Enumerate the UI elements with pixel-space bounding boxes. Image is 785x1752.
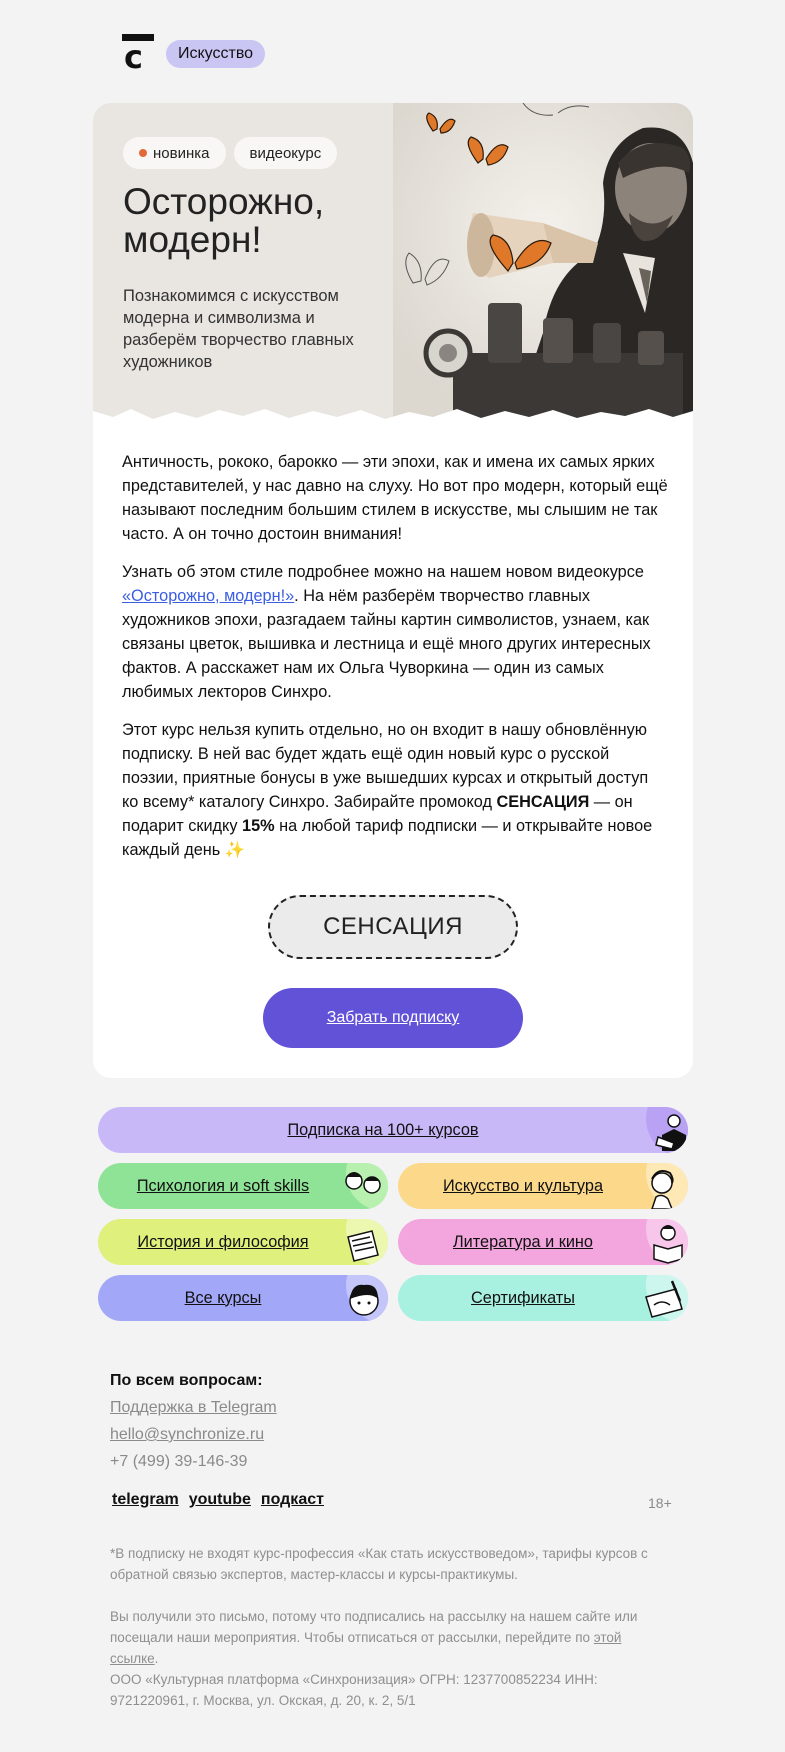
main-card <box>93 103 693 1078</box>
certificate-pen-icon <box>632 1275 688 1321</box>
unsubscribe-notice <box>110 1606 670 1669</box>
unsubscribe-period: . <box>154 1651 159 1666</box>
pill-literature-label: Литература и кино <box>453 1232 593 1251</box>
reading-person-icon <box>632 1107 688 1153</box>
footer-contacts <box>110 1372 680 1471</box>
pill-literature[interactable] <box>398 1219 688 1265</box>
p3-text-a: Этот курс нельзя купить отдельно, но он входит в нашу обновлённую подписку. В ней вас будет ждать ещё один новый курс о русской поэзии, приятные бонусы в уже вышедших курсах и открытый доступ ко всему* каталогу Синхро. Забирайте промокод <box>122 721 649 811</box>
promo-code-box: СЕНСАЦИЯ <box>268 895 518 959</box>
pill-art[interactable] <box>398 1163 688 1209</box>
hero-illustration <box>393 103 693 423</box>
social-podcast-link[interactable]: подкаст <box>260 1491 324 1508</box>
pill-history[interactable] <box>98 1219 388 1265</box>
paragraph-intro: Античность, рококо, барокко — эти эпохи, как и имена их самых ярких представителей, у нас давно на слуху. Но вот про модерн, который ещё называют последним большим стилем в искусстве, мы слышим не так часто. А он точно достоин внимания! <box>122 453 668 543</box>
hero-title <box>123 183 423 259</box>
course-link[interactable]: «Осторожно, модерн!» <box>122 587 295 605</box>
hero-tags <box>123 137 337 169</box>
unsubscribe-link[interactable]: этой ссылке <box>110 1630 622 1666</box>
hero-title-line1: Осторожно, <box>123 181 325 222</box>
category-badge: Искусство <box>166 40 265 68</box>
tag-new <box>123 137 226 169</box>
pill-psychology-label: Психология и soft skills <box>136 1176 310 1195</box>
reader-book-icon <box>632 1219 688 1265</box>
tag-videocourse-label: видеокурс <box>249 144 322 162</box>
pill-subscription[interactable] <box>98 1107 688 1153</box>
girl-face-icon <box>332 1275 388 1321</box>
pill-history-label: История и философия <box>137 1232 309 1251</box>
p3-text-b: — он подарит скидку <box>122 793 633 835</box>
pill-art-label: Искусство и культура <box>442 1176 603 1195</box>
hero-subtitle: Познакомимся с искусством модерна и символизма и разберём творчество главных художников <box>123 287 354 371</box>
torn-paper-edge <box>93 403 693 423</box>
body-text <box>122 450 668 876</box>
legal-info: ООО «Культурная платформа «Синхронизация» ОГРН: 1237700852234 ИНН: 9721220961, г. Москва, ул. Окская, д. 20, к. 2, 5/1 <box>110 1672 598 1708</box>
pill-all-courses[interactable] <box>98 1275 388 1321</box>
synchronize-logo[interactable] <box>122 34 156 74</box>
p2-text-end: . На нём разберём творчество главных художников эпохи, разгадаем тайны картин символистов, узнаем, как связаны цветок, вышивка и лестница и ещё много других интересных фактов. А расскажет нам их Ольга Чуворкина — один из самых любимых лекторов Синхро. <box>122 587 651 701</box>
paragraph-subscription <box>122 718 668 862</box>
pill-certificates[interactable] <box>398 1275 688 1321</box>
email-header <box>122 34 265 74</box>
phone-number: +7 (499) 39-146-39 <box>110 1453 248 1470</box>
age-rating: 18+ <box>648 1495 672 1511</box>
logo-letter: с <box>124 38 143 76</box>
p2-text-start: Узнать об этом стиле подробнее можно на нашем новом видеокурсе <box>122 563 644 581</box>
unsubscribe-text: Вы получили это письмо, потому что подписались на рассылку на нашем сайте или посещали наши мероприятия. Чтобы отписаться от рассылки, перейдите по <box>110 1609 638 1645</box>
paragraph-course <box>122 560 668 704</box>
tag-new-label: новинка <box>153 144 210 162</box>
pill-certificates-label: Сертификаты <box>471 1288 575 1307</box>
p3-text-c: на любой тариф подписки — и открывайте новое каждый день ✨ <box>122 817 653 859</box>
social-telegram-link[interactable]: telegram <box>112 1491 179 1508</box>
hero-title-line2: модерн! <box>123 219 262 260</box>
hero-banner[interactable] <box>93 103 693 423</box>
tag-videocourse <box>234 137 338 169</box>
new-dot-icon <box>139 149 147 157</box>
pill-subscription-label: Подписка на 100+ курсов <box>287 1120 479 1139</box>
subscription-footnote: *В подписку не входят курс-профессия «Как стать искусствоведом», тарифы курсов с обратной связью экспертов, мастер-классы и курсы-практикумы. <box>110 1546 648 1582</box>
telegram-support-link[interactable]: Поддержка в Telegram <box>110 1399 277 1416</box>
pill-psychology[interactable] <box>98 1163 388 1209</box>
footer-heading: По всем вопросам: <box>110 1372 263 1389</box>
promo-code-inline: СЕНСАЦИЯ <box>496 793 590 811</box>
email-link[interactable]: hello@synchronize.ru <box>110 1426 265 1443</box>
social-links <box>112 1491 324 1509</box>
social-youtube-link[interactable]: youtube <box>188 1491 251 1508</box>
discount-percent: 15% <box>242 817 275 835</box>
pill-all-courses-label: Все курсы <box>184 1288 262 1307</box>
get-subscription-button[interactable]: Забрать подписку <box>263 988 523 1048</box>
